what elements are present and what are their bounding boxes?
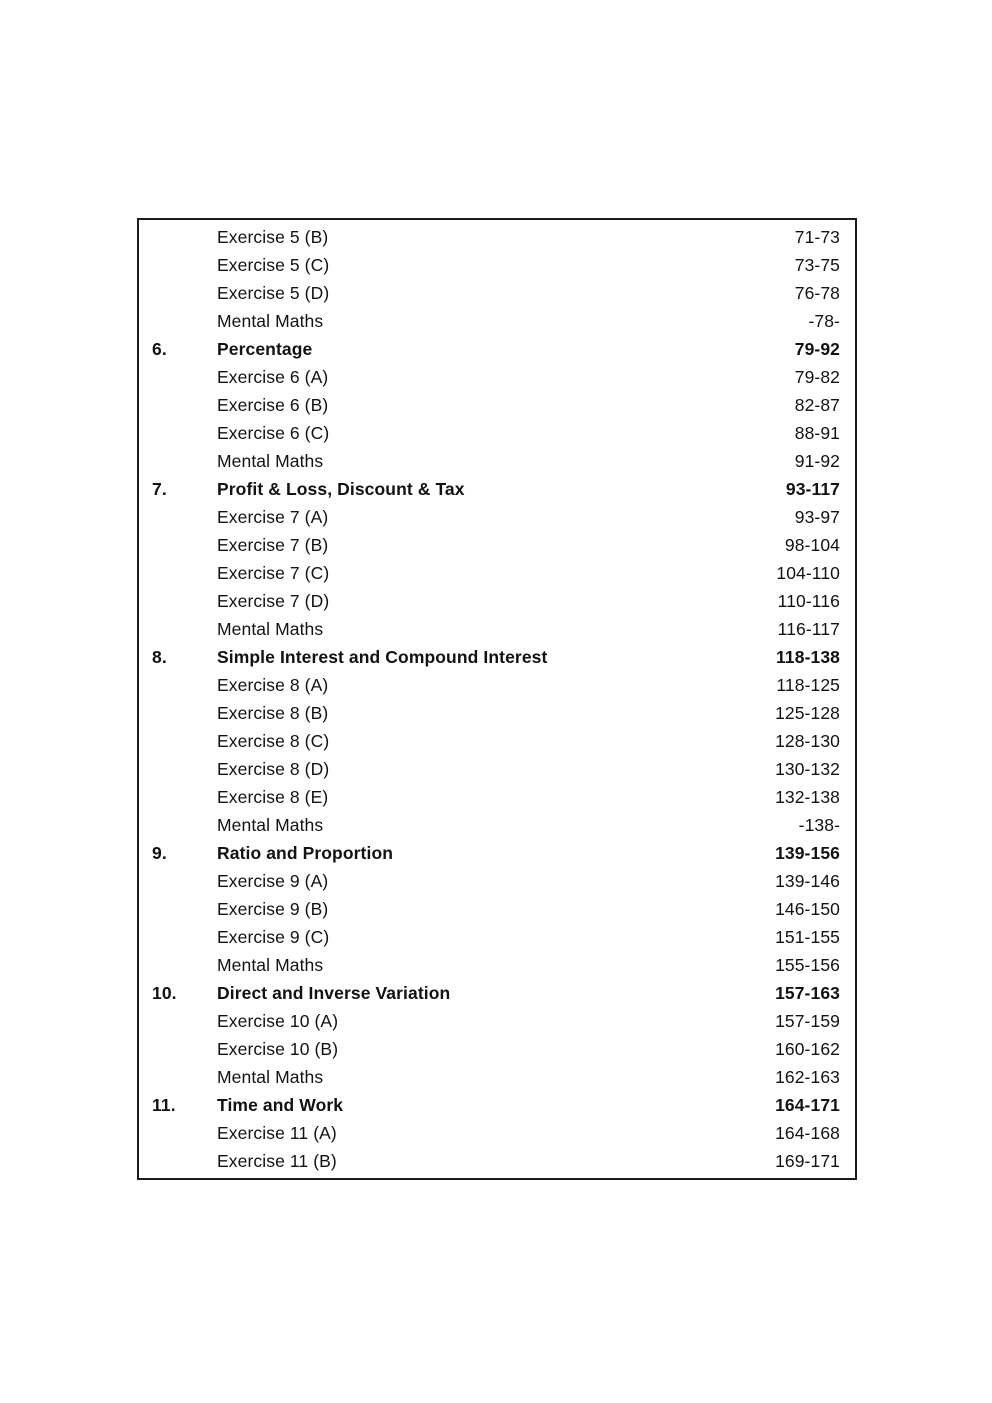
entry-page-range: 110-116 [777,591,840,612]
entry-title: Exercise 7 (D) [217,593,330,611]
entry-page-range: 91-92 [794,451,840,472]
entry-title: Time and Work [217,1097,344,1115]
toc-entry-row [152,308,840,336]
entry-title: Exercise 11 (A) [217,1125,337,1143]
chapter-number: 8. [152,647,167,668]
toc-entry-row [152,392,840,420]
toc-entry-row [152,672,840,700]
entry-page-range: 139-146 [775,871,840,892]
toc-entry-row [152,588,840,616]
entry-page-range: 71-73 [794,227,840,248]
entry-title: Exercise 6 (C) [217,425,330,443]
entry-title: Direct and Inverse Variation [217,985,451,1003]
entry-page-range: 79-82 [794,367,840,388]
entry-page-range: 79-92 [794,339,840,360]
entry-title: Profit & Loss, Discount & Tax [217,481,465,499]
entry-page-range: 116-117 [777,619,840,640]
entry-page-range: 164-171 [775,1095,840,1116]
toc-entry-row [152,896,840,924]
toc-entry-row [152,532,840,560]
entry-page-range: 139-156 [775,843,840,864]
entry-title: Mental Maths [217,957,324,975]
toc-entry-row [152,756,840,784]
entry-page-range: 88-91 [794,423,840,444]
toc-entry-row [152,700,840,728]
entry-title: Exercise 8 (E) [217,789,329,807]
entry-title: Exercise 8 (B) [217,705,329,723]
toc-entry-row [152,280,840,308]
entry-page-range: 169-171 [775,1151,840,1172]
entry-title: Exercise 9 (A) [217,873,329,891]
entry-page-range: 162-163 [775,1067,840,1088]
toc-chapter-row [152,476,840,504]
entry-title: Exercise 6 (B) [217,397,329,415]
entry-page-range: 157-163 [775,983,840,1004]
entry-page-range: 130-132 [775,759,840,780]
toc-entry-row [152,560,840,588]
entry-title: Exercise 7 (B) [217,537,329,555]
entry-title: Exercise 10 (B) [217,1041,339,1059]
entry-title: Exercise 8 (A) [217,677,329,695]
toc-entry-row [152,364,840,392]
toc-table [137,218,857,1180]
entry-page-range: 118-138 [776,647,840,668]
entry-title: Exercise 11 (B) [217,1153,337,1171]
entry-page-range: 157-159 [775,1011,840,1032]
entry-page-range: 155-156 [775,955,840,976]
toc-entry-row [152,784,840,812]
entry-title: Exercise 7 (C) [217,565,330,583]
entry-title: Mental Maths [217,817,324,835]
entry-page-range: 93-97 [794,507,840,528]
chapter-number: 9. [152,843,167,864]
entry-title: Exercise 8 (D) [217,761,330,779]
toc-entry-row [152,252,840,280]
toc-entry-row [152,952,840,980]
toc-chapter-row [152,840,840,868]
toc-entry-row [152,448,840,476]
entry-page-range: 146-150 [775,899,840,920]
entry-title: Exercise 6 (A) [217,369,329,387]
entry-title: Exercise 7 (A) [217,509,329,527]
entry-title: Mental Maths [217,1069,324,1087]
chapter-number: 11. [152,1095,176,1116]
entry-page-range: 125-128 [775,703,840,724]
toc-entry-row [152,224,840,252]
entry-page-range: 132-138 [775,787,840,808]
toc-entry-row [152,1008,840,1036]
entry-page-range: 118-125 [776,675,840,696]
entry-page-range: -138- [798,815,840,836]
chapter-number: 10. [152,983,177,1004]
toc-chapter-row [152,644,840,672]
entry-title: Exercise 5 (C) [217,257,330,275]
toc-entry-row [152,504,840,532]
entry-title: Ratio and Proportion [217,845,394,863]
entry-title: Exercise 8 (C) [217,733,330,751]
toc-entry-row [152,616,840,644]
toc-entry-row [152,728,840,756]
toc-chapter-row [152,980,840,1008]
toc-entry-row [152,1120,840,1148]
entry-page-range: -78- [808,311,840,332]
chapter-number: 6. [152,339,167,360]
toc-chapter-row [152,1092,840,1120]
toc-entry-row [152,924,840,952]
entry-page-range: 93-117 [785,479,840,500]
entry-page-range: 128-130 [775,731,840,752]
entry-page-range: 160-162 [775,1039,840,1060]
toc-entry-row [152,812,840,840]
chapter-number: 7. [152,479,167,500]
toc-entry-row [152,1064,840,1092]
toc-entry-row [152,868,840,896]
entry-title: Percentage [217,341,313,359]
entry-title: Exercise 5 (D) [217,285,330,303]
entry-title: Exercise 9 (C) [217,929,330,947]
entry-title: Exercise 9 (B) [217,901,329,919]
toc-entry-row [152,420,840,448]
toc-entry-row [152,1036,840,1064]
toc-entry-row [152,1148,840,1176]
toc-chapter-row [152,336,840,364]
entry-title: Simple Interest and Compound Interest [217,649,548,667]
entry-page-range: 73-75 [794,255,840,276]
entry-page-range: 82-87 [794,395,840,416]
entry-title: Mental Maths [217,621,324,639]
entry-page-range: 151-155 [775,927,840,948]
entry-title: Exercise 5 (B) [217,229,329,247]
entry-page-range: 76-78 [794,283,840,304]
entry-page-range: 98-104 [784,535,840,556]
entry-page-range: 104-110 [776,563,840,584]
entry-title: Mental Maths [217,313,324,331]
entry-page-range: 164-168 [775,1123,840,1144]
entry-title: Exercise 10 (A) [217,1013,339,1031]
entry-title: Mental Maths [217,453,324,471]
